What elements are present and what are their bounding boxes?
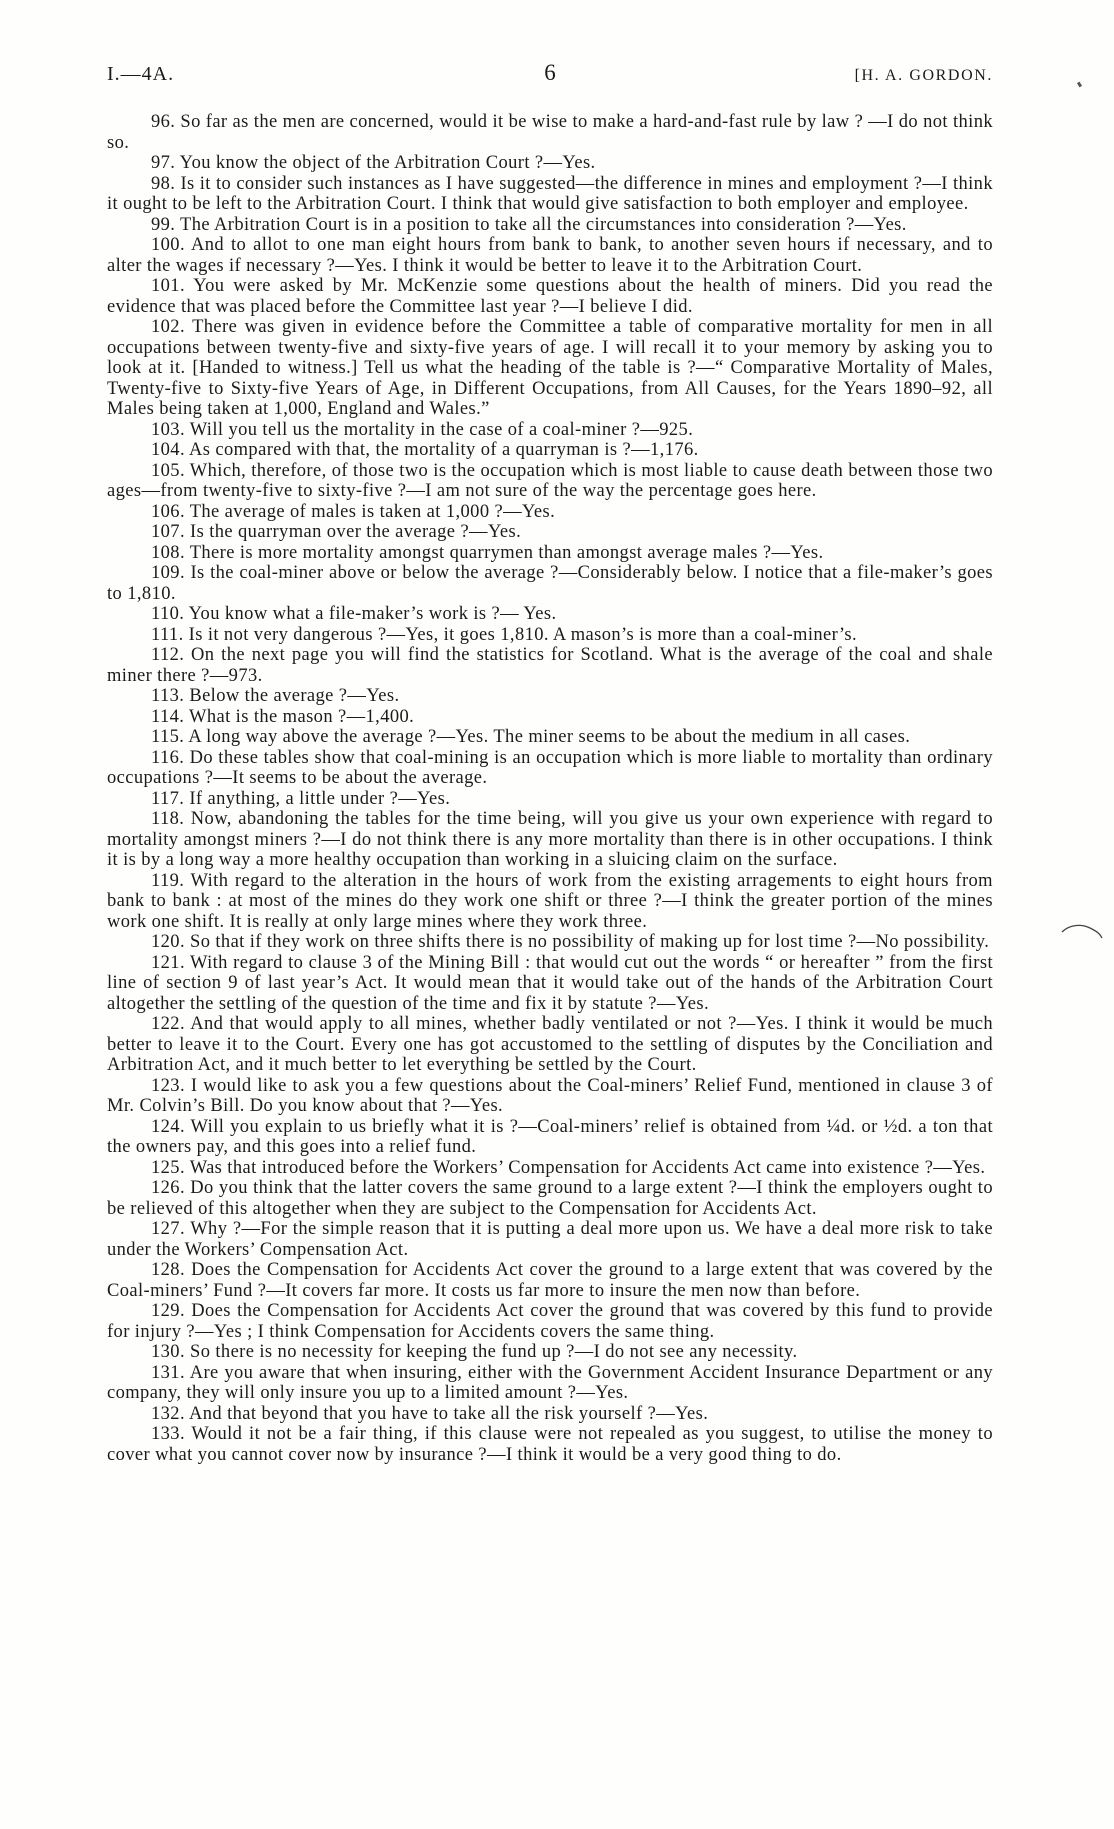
- question-number: 129.: [151, 1301, 185, 1321]
- question-and-answer-text: I would like to ask you a few questions about the Coal-miners’ Relief Fund, mentioned in clause 3 of Mr. Colvin’s Bill. Do you know about that ?—Yes.: [107, 1075, 993, 1116]
- question-number: 127.: [151, 1219, 185, 1239]
- evidence-paragraph: [107, 276, 993, 317]
- question-and-answer-text: And that would apply to all mines, whether badly ventilated or not ?—Yes. I think it would be much better to leave it to the Court. Every one has got accustomed to the settling of disputes by the Conciliation and Arbitration Act, and it much better to let everything be settled by the Court.: [107, 1014, 993, 1075]
- question-and-answer-text: Would it not be a fair thing, if this clause were not repealed as you suggest, to utilise the money to cover what you cannot cover now by insurance ?—I think it would be a very good thing to do.: [107, 1424, 993, 1465]
- question-number: 99.: [151, 214, 176, 235]
- question-and-answer-text: As compared with that, the mortality of a quarryman is ?—1,176.: [189, 440, 699, 460]
- witness-name: [H. A. GORDON.: [854, 67, 993, 84]
- question-number: 98.: [151, 173, 176, 194]
- question-and-answer-text: Do these tables show that coal-mining is an occupation which is more liable to mortality than ordinary occupations ?—It seems to be about the average.: [107, 747, 993, 788]
- question-number: 109.: [151, 563, 185, 583]
- evidence-paragraph: [107, 543, 993, 564]
- question-number: 116.: [151, 747, 185, 768]
- evidence-paragraph: [107, 707, 993, 728]
- evidence-paragraph: [107, 461, 993, 502]
- evidence-paragraph: [107, 1178, 993, 1219]
- evidence-paragraph: [107, 420, 993, 441]
- question-number: 131.: [151, 1362, 185, 1383]
- evidence-paragraph: [107, 625, 993, 646]
- question-number: 132.: [151, 1403, 185, 1424]
- evidence-paragraph: [107, 522, 993, 543]
- question-and-answer-text: Below the average ?—Yes.: [189, 686, 400, 706]
- question-and-answer-text: So far as the men are concerned, would it be wise to make a hard-and-fast rule by law ? —I do not think so.: [107, 112, 993, 153]
- evidence-paragraph: [107, 953, 993, 1015]
- evidence-paragraph: [107, 1158, 993, 1179]
- question-and-answer-text: The average of males is taken at 1,000 ?—Yes.: [189, 501, 556, 522]
- question-number: 114.: [151, 706, 185, 727]
- question-and-answer-text: Is the coal-miner above or below the average ?—Considerably below. I notice that a file-maker’s goes to 1,810.: [107, 563, 993, 604]
- evidence-paragraph: [107, 1219, 993, 1260]
- question-number: 128.: [151, 1260, 185, 1280]
- evidence-paragraph: [107, 317, 993, 420]
- question-number: 121.: [151, 952, 185, 973]
- question-number: 120.: [151, 932, 185, 952]
- evidence-paragraph: [107, 1014, 993, 1076]
- question-number: 103.: [151, 419, 185, 440]
- question-number: 108.: [151, 542, 185, 563]
- question-and-answer-text: There was given in evidence before the Committee a table of comparative mortality for men in all occupations between twenty-five and sixty-five years of age. I will recall it to your memory by asking you to look at it. [Handed to witness.] Tell us what the heading of the table is ?—“ Comparative Mortality of Males, Twenty-five to Sixty-five Years of Age, in Different Occupations, from All Causes, for the Years 1890–92, all Males being taken at 1,000, England and Wales.”: [107, 317, 993, 419]
- question-and-answer-text: There is more mortality amongst quarrymen than amongst average males ?—Yes.: [189, 542, 824, 563]
- question-number: 118.: [151, 809, 185, 829]
- evidence-paragraph: [107, 502, 993, 523]
- evidence-paragraph: [107, 809, 993, 871]
- question-and-answer-text: And to allot to one man eight hours from bank to bank, to another seven hours if necessary, and to alter the wages if necessary ?—Yes. I think it would be better to leave it to the Arbitration Court.: [107, 235, 993, 276]
- question-number: 124.: [151, 1116, 185, 1137]
- question-number: 115.: [151, 727, 185, 747]
- question-and-answer-text: What is the mason ?—1,400.: [189, 706, 415, 727]
- question-number: 111.: [151, 624, 184, 645]
- question-number: 101.: [151, 276, 185, 296]
- evidence-paragraph: [107, 1363, 993, 1404]
- question-number: 123.: [151, 1075, 185, 1096]
- question-number: 125.: [151, 1157, 185, 1178]
- question-and-answer-text: And that beyond that you have to take all the risk yourself ?—Yes.: [189, 1403, 709, 1424]
- question-and-answer-text: Is it to consider such instances as I have suggested—the difference in mines and employment ?—I think it ought to be left to the Arbitration Court. I think that would give satisfaction to both employer and employee.: [107, 173, 993, 214]
- evidence-paragraph: [107, 932, 993, 953]
- evidence-paragraph: [107, 1342, 993, 1363]
- question-and-answer-text: Does the Compensation for Accidents Act cover the ground to a large extent that was covered by the Coal-miners’ Fund ?—It covers far more. It costs us far more to insure the men now than before.: [107, 1260, 993, 1301]
- evidence-paragraph: [107, 215, 993, 236]
- question-and-answer-text: Will you tell us the mortality in the case of a coal-miner ?—925.: [189, 419, 694, 440]
- evidence-paragraph: [107, 1424, 993, 1465]
- question-and-answer-text: You were asked by Mr. McKenzie some questions about the health of miners. Did you read the evidence that was placed before the Committee last year ?—I believe I did.: [107, 276, 993, 317]
- question-number: 117.: [151, 788, 185, 809]
- question-number: 106.: [151, 501, 185, 522]
- page-number: 6: [544, 60, 556, 85]
- evidence-paragraph: [107, 153, 993, 174]
- evidence-paragraph: [107, 645, 993, 686]
- question-and-answer-text: Why ?—For the simple reason that it is putting a deal more upon us. We have a deal more risk to take under the Workers’ Compensation Act.: [107, 1219, 993, 1260]
- question-and-answer-text: Do you think that the latter covers the same ground to a large extent ?—I think the employers ought to be relieved of this altogether when they are subject to the Compensation for Accidents Act.: [107, 1178, 993, 1219]
- question-number: 100.: [151, 235, 185, 255]
- evidence-body: [107, 112, 993, 1465]
- question-number: 130.: [151, 1342, 185, 1362]
- evidence-paragraph: [107, 871, 993, 933]
- question-and-answer-text: You know what a file-maker’s work is ?— Yes.: [188, 604, 557, 624]
- question-number: 110.: [151, 604, 185, 624]
- question-number: 107.: [151, 522, 185, 542]
- question-and-answer-text: Now, abandoning the tables for the time being, will you give us your own experience with regard to mortality amongst miners ?—I do not think there is any more mortality than there is in other occupations. I think it is by a long way a more healthy occupation than working in a sluicing claim on the surface.: [107, 809, 993, 870]
- question-and-answer-text: Which, therefore, of those two is the occupation which is most liable to cause death between those two ages—from twenty-five to sixty-five ?—I am not sure of the way the percentage goes here.: [107, 460, 993, 501]
- question-number: 113.: [151, 686, 185, 706]
- evidence-paragraph: [107, 789, 993, 810]
- evidence-paragraph: [107, 604, 993, 625]
- evidence-paragraph: [107, 235, 993, 276]
- question-and-answer-text: With regard to the alteration in the hours of work from the existing arragements to eight hours from bank to bank : at most of the mines do they work one shift or three ?—I think the greater portion of the mines work one shift. It is really at only large mines where they work three.: [107, 870, 993, 932]
- evidence-paragraph: [107, 748, 993, 789]
- question-number: 105.: [151, 460, 185, 481]
- paper-series-reference: I.—4A.: [107, 63, 175, 85]
- evidence-paragraph: [107, 727, 993, 748]
- question-and-answer-text: A long way above the average ?—Yes. The miner seems to be about the medium in all cases.: [188, 727, 911, 747]
- question-number: 119.: [151, 870, 185, 891]
- question-and-answer-text: Is it not very dangerous ?—Yes, it goes 1,810. A mason’s is more than a coal-miner’s.: [188, 624, 858, 645]
- evidence-paragraph: [107, 112, 993, 153]
- question-and-answer-text: The Arbitration Court is in a position to take all the circumstances into consideration ?—Yes.: [180, 214, 907, 235]
- evidence-paragraph: [107, 686, 993, 707]
- question-number: 104.: [151, 440, 185, 460]
- evidence-paragraph: [107, 1076, 993, 1117]
- evidence-paragraph: [107, 1301, 993, 1342]
- question-number: 133.: [151, 1424, 185, 1444]
- question-and-answer-text: If anything, a little under ?—Yes.: [189, 788, 451, 809]
- evidence-paragraph: [107, 174, 993, 215]
- evidence-paragraph: [107, 1117, 993, 1158]
- question-number: 97.: [151, 153, 176, 173]
- evidence-paragraph: [107, 1260, 993, 1301]
- evidence-paragraph: [107, 563, 993, 604]
- evidence-paragraph: [107, 440, 993, 461]
- question-and-answer-text: You know the object of the Arbitration Court ?—Yes.: [179, 153, 596, 173]
- question-number: 102.: [151, 317, 185, 337]
- question-number: 112.: [151, 645, 185, 665]
- scan-speck: [1077, 82, 1082, 88]
- question-and-answer-text: Does the Compensation for Accidents Act cover the ground that was covered by this fund to provide for injury ?—Yes ; I think Compensation for Accidents covers the same thing.: [107, 1301, 993, 1342]
- question-and-answer-text: Will you explain to us briefly what it is ?—Coal-miners’ relief is obtained from ¼d. or ½d. a ton that the owners pay, and this goes into a relief fund.: [107, 1116, 993, 1157]
- question-and-answer-text: With regard to clause 3 of the Mining Bill : that would cut out the words “ or hereafter ” from the first line of section 9 of last year’s Act. It would mean that it would take out of the hands of the Arbitration Court altogether the settling of the question of the time and fix it by statute ?—Yes.: [107, 952, 993, 1014]
- question-and-answer-text: Are you aware that when insuring, either with the Government Accident Insurance Department or any company, they will only insure you up to a limited amount ?—Yes.: [107, 1362, 993, 1403]
- question-and-answer-text: So that if they work on three shifts there is no possibility of making up for lost time ?—No possibility.: [190, 932, 990, 952]
- question-and-answer-text: Was that introduced before the Workers’ Compensation for Accidents Act came into existence ?—Yes.: [189, 1157, 986, 1178]
- evidence-paragraph: [107, 1404, 993, 1425]
- question-and-answer-text: On the next page you will find the statistics for Scotland. What is the average of the coal and shale miner there ?—973.: [107, 645, 993, 686]
- scan-artifact-mark: [1060, 918, 1104, 942]
- question-and-answer-text: So there is no necessity for keeping the fund up ?—I do not see any necessity.: [190, 1342, 798, 1362]
- question-number: 126.: [151, 1178, 185, 1198]
- question-and-answer-text: Is the quarryman over the average ?—Yes.: [190, 522, 522, 542]
- question-number: 122.: [151, 1014, 185, 1034]
- running-head: [107, 60, 993, 88]
- question-number: 96.: [151, 112, 176, 132]
